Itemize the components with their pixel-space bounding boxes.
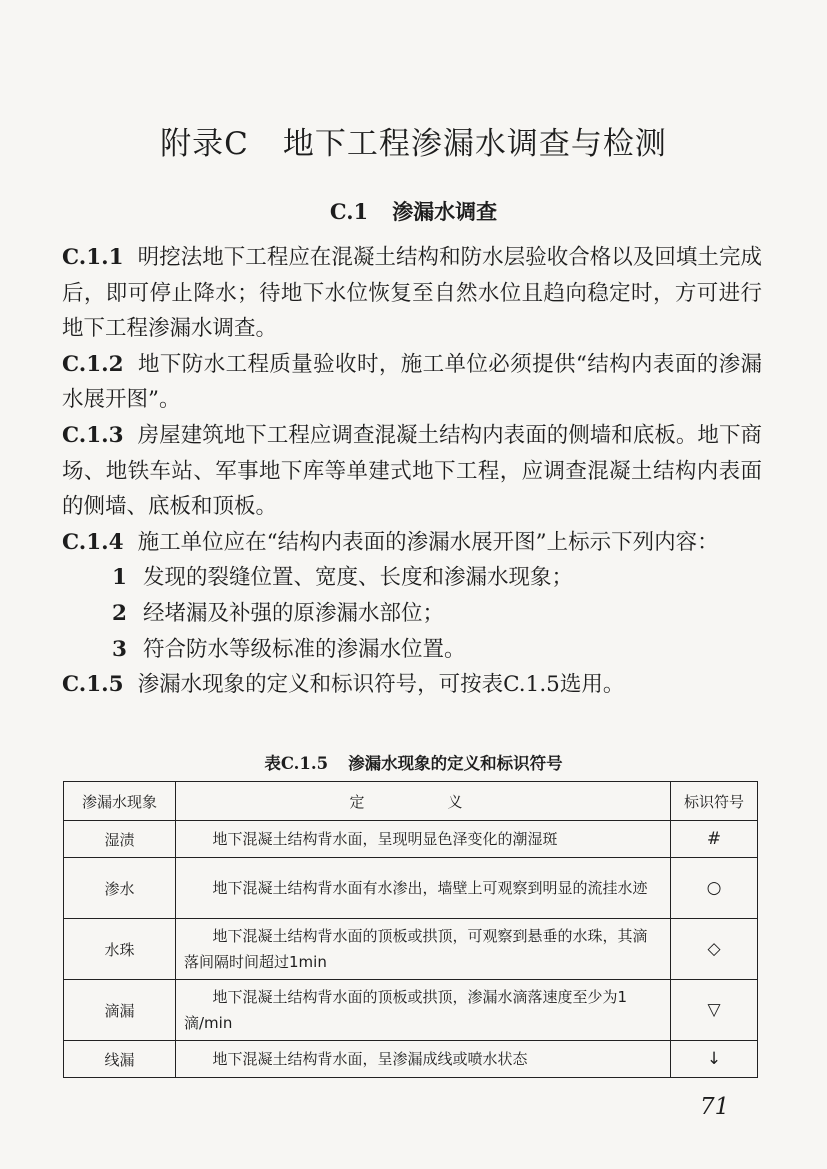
item-number: 2 <box>112 600 127 626</box>
item-text: 发现的裂缝位置、宽度、长度和渗漏水现象； <box>142 565 573 591</box>
item-text: 符合防水等级标准的渗漏水位置。 <box>142 636 466 662</box>
item-text: 经堵漏及补强的原渗漏水部位； <box>142 600 444 626</box>
definition-text: 地下混凝土结构背水面有水渗出，墙壁上可观察到明显的流挂水迹 <box>212 879 648 897</box>
cell-definition <box>176 980 671 1041</box>
cell-phenomenon: 滴漏 <box>64 980 176 1041</box>
appendix-code: 附录C <box>160 126 249 162</box>
line-leak-arrow-icon: ↓ <box>671 1041 758 1078</box>
table-caption-number: 表C.1.5 <box>264 754 329 773</box>
cell-definition <box>176 858 671 919</box>
cell-definition <box>176 919 671 980</box>
appendix-title-text: 地下工程渗漏水调查与检测 <box>282 126 667 162</box>
clause-text: 房屋建筑地下工程应调查混凝土结构内表面的侧墙和底板。地下商场、地铁车站、军事地下库等单建式地下工程，应调查混凝土结构内表面的侧墙、底板和顶板。 <box>62 422 762 520</box>
clause-number: C.1.5 <box>62 672 124 698</box>
table-row <box>64 858 758 919</box>
cell-definition <box>176 821 671 858</box>
table-row <box>64 821 758 858</box>
list-item-3 <box>62 632 762 668</box>
cell-phenomenon: 线漏 <box>64 1041 176 1078</box>
damp-symbol-icon: # <box>671 821 758 858</box>
item-number: 3 <box>112 636 127 662</box>
cell-phenomenon: 湿渍 <box>64 821 176 858</box>
clause-text: 渗漏水现象的定义和标识符号，可按表C.1.5选用。 <box>137 672 625 698</box>
clause-number: C.1.2 <box>62 351 124 377</box>
page-number: 71 <box>700 1094 730 1120</box>
list-item-1 <box>62 560 762 596</box>
section-title-text: 渗漏水调查 <box>392 199 498 224</box>
clause-text: 地下防水工程质量验收时，施工单位必须提供“结构内表面的渗漏水展开图”。 <box>62 351 762 413</box>
clause-c-1-2 <box>62 347 762 418</box>
clause-c-1-1 <box>62 240 762 347</box>
clause-number: C.1.1 <box>62 245 124 270</box>
leakage-symbol-table <box>63 781 758 1078</box>
body-text <box>62 240 762 703</box>
clause-c-1-4 <box>62 525 762 561</box>
table-caption-title: 渗漏水现象的定义和标识符号 <box>348 754 563 773</box>
cell-phenomenon: 水珠 <box>64 919 176 980</box>
section-number: C.1 <box>329 199 369 224</box>
drip-triangle-icon: ▽ <box>671 980 758 1041</box>
header-phenomenon: 渗漏水现象 <box>64 782 176 821</box>
table-row <box>64 1041 758 1078</box>
table-caption <box>0 750 827 774</box>
table-header-row <box>64 782 758 821</box>
header-symbol: 标识符号 <box>671 782 758 821</box>
table-row <box>64 980 758 1041</box>
appendix-title <box>0 118 827 163</box>
clause-c-1-5 <box>62 667 762 703</box>
clause-number: C.1.3 <box>62 422 124 448</box>
cell-phenomenon: 渗水 <box>64 858 176 919</box>
header-definition: 定 义 <box>176 782 671 821</box>
cell-definition <box>176 1041 671 1078</box>
item-number: 1 <box>112 565 127 591</box>
section-heading <box>0 196 827 226</box>
clause-c-1-3 <box>62 418 762 525</box>
seepage-circle-icon: ○ <box>671 858 758 919</box>
definition-text: 地下混凝土结构背水面，呈渗漏成线或喷水状态 <box>212 1050 528 1068</box>
clause-text: 施工单位应在“结构内表面的渗漏水展开图”上标示下列内容： <box>137 529 719 555</box>
table-row <box>64 919 758 980</box>
definition-text: 地下混凝土结构背水面的顶板或拱顶，渗漏水滴落速度至少为1滴/min <box>184 988 628 1032</box>
clause-text: 明挖法地下工程应在混凝土结构和防水层验收合格以及回填土完成后，即可停止降水；待地下水位恢复至自然水位且趋向稳定时，方可进行地下工程渗漏水调查。 <box>62 245 762 342</box>
definition-text: 地下混凝土结构背水面的顶板或拱顶，可观察到悬垂的水珠，其滴落间隔时间超过1min <box>184 927 648 971</box>
list-item-2 <box>62 596 762 632</box>
clause-number: C.1.4 <box>62 529 124 555</box>
droplet-diamond-icon: ◇ <box>671 919 758 980</box>
definition-text: 地下混凝土结构背水面，呈现明显色泽变化的潮湿斑 <box>212 830 558 848</box>
